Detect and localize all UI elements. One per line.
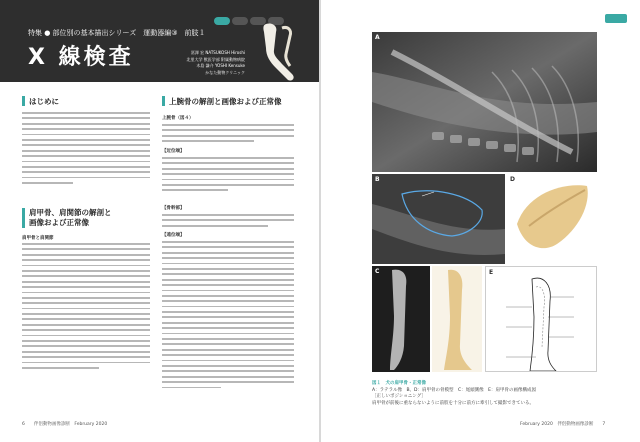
section-heading-upperarm bbox=[162, 96, 282, 107]
figure-a-radiograph bbox=[372, 32, 597, 172]
category-tab bbox=[232, 17, 248, 25]
figure-caption bbox=[372, 381, 592, 407]
header-banner bbox=[0, 0, 319, 82]
author-name: 木島 謙介 YOSHI Kensuke bbox=[196, 63, 245, 68]
figure-label: A bbox=[375, 34, 380, 41]
figure-label: D bbox=[510, 176, 515, 183]
caption-line: A：ラテラル像 B、D：肩甲骨の骨模型 C：尾頭側像 E：肩甲骨の画像構成図 bbox=[372, 387, 536, 393]
subheading: 【近位端】 bbox=[162, 149, 185, 154]
upperarm-body-text-4 bbox=[162, 241, 294, 392]
subheading: 上腕骨（図４） bbox=[162, 116, 194, 121]
forelimb-bone-illustration bbox=[252, 20, 312, 82]
heading-accent-bar bbox=[22, 208, 25, 228]
heading-accent-bar bbox=[22, 96, 25, 106]
author-block bbox=[155, 50, 245, 76]
category-side-tab bbox=[605, 14, 627, 23]
page-footer-left: 6 伴侶動物画像診断 February 2020 bbox=[22, 422, 108, 427]
page-title: X 線検査 bbox=[28, 45, 134, 70]
section-heading-text: 肩甲骨、肩関節の解剖と 画像および正常像 bbox=[29, 208, 112, 227]
radiograph-lateral bbox=[372, 32, 597, 172]
author-affiliation: 北里大学 獣医学部 附属動物病院 bbox=[186, 56, 245, 62]
subheading: 肩甲骨と肩関節 bbox=[22, 236, 54, 241]
section-heading-text: 上腕骨の解剖と画像および正常像 bbox=[169, 97, 282, 106]
figure-d-bone-model bbox=[507, 174, 597, 264]
scapula-photo bbox=[432, 266, 482, 372]
author-affiliation: かなた動物クリニック bbox=[205, 69, 245, 75]
figure-label: B bbox=[375, 176, 380, 183]
shoulder-body-text bbox=[22, 243, 150, 372]
figure-b-radiograph bbox=[372, 174, 505, 264]
subheading: 【骨幹部】 bbox=[162, 206, 185, 211]
upperarm-body-text-2 bbox=[162, 157, 294, 195]
figure-label: C bbox=[375, 268, 380, 275]
series-line: 特集 ● 部位別の基本描出シリーズ 運動器編③ 前肢１ bbox=[28, 29, 206, 37]
intro-body-text bbox=[22, 112, 150, 187]
radiograph-outlined bbox=[372, 174, 505, 264]
heading-accent-bar bbox=[162, 96, 165, 106]
figure-bone-photo bbox=[432, 266, 482, 372]
caption-title: 図１ 犬の肩甲骨・正常像 bbox=[372, 381, 426, 386]
section-heading-text: はじめに bbox=[29, 97, 59, 106]
caption-line: ［正しいポジショニング］ bbox=[372, 394, 426, 399]
figure-c-radiograph bbox=[372, 266, 430, 372]
figure-e-diagram bbox=[485, 266, 597, 372]
page-footer-right: February 2020 伴侶動物画像診断 7 bbox=[520, 422, 606, 427]
section-heading-shoulder bbox=[22, 208, 112, 228]
figure-label: E bbox=[489, 269, 494, 276]
scapula-model bbox=[507, 174, 597, 264]
page-gutter bbox=[319, 0, 321, 442]
caption-line: 肩甲骨が前後に重ならないように前肢を十分に前方に牽引して撮影できている。 bbox=[372, 400, 534, 406]
author-name: 冨澤 宏 NATSUKOSH Hiroshi bbox=[190, 50, 245, 55]
scapula-diagram bbox=[486, 267, 597, 372]
upperarm-body-text-3 bbox=[162, 214, 294, 230]
upperarm-body-text-1 bbox=[162, 124, 294, 146]
subheading: 【遠位端】 bbox=[162, 233, 185, 238]
radiograph-craniocaudal bbox=[372, 266, 430, 372]
category-tab-active bbox=[214, 17, 230, 25]
section-heading-intro bbox=[22, 96, 59, 107]
